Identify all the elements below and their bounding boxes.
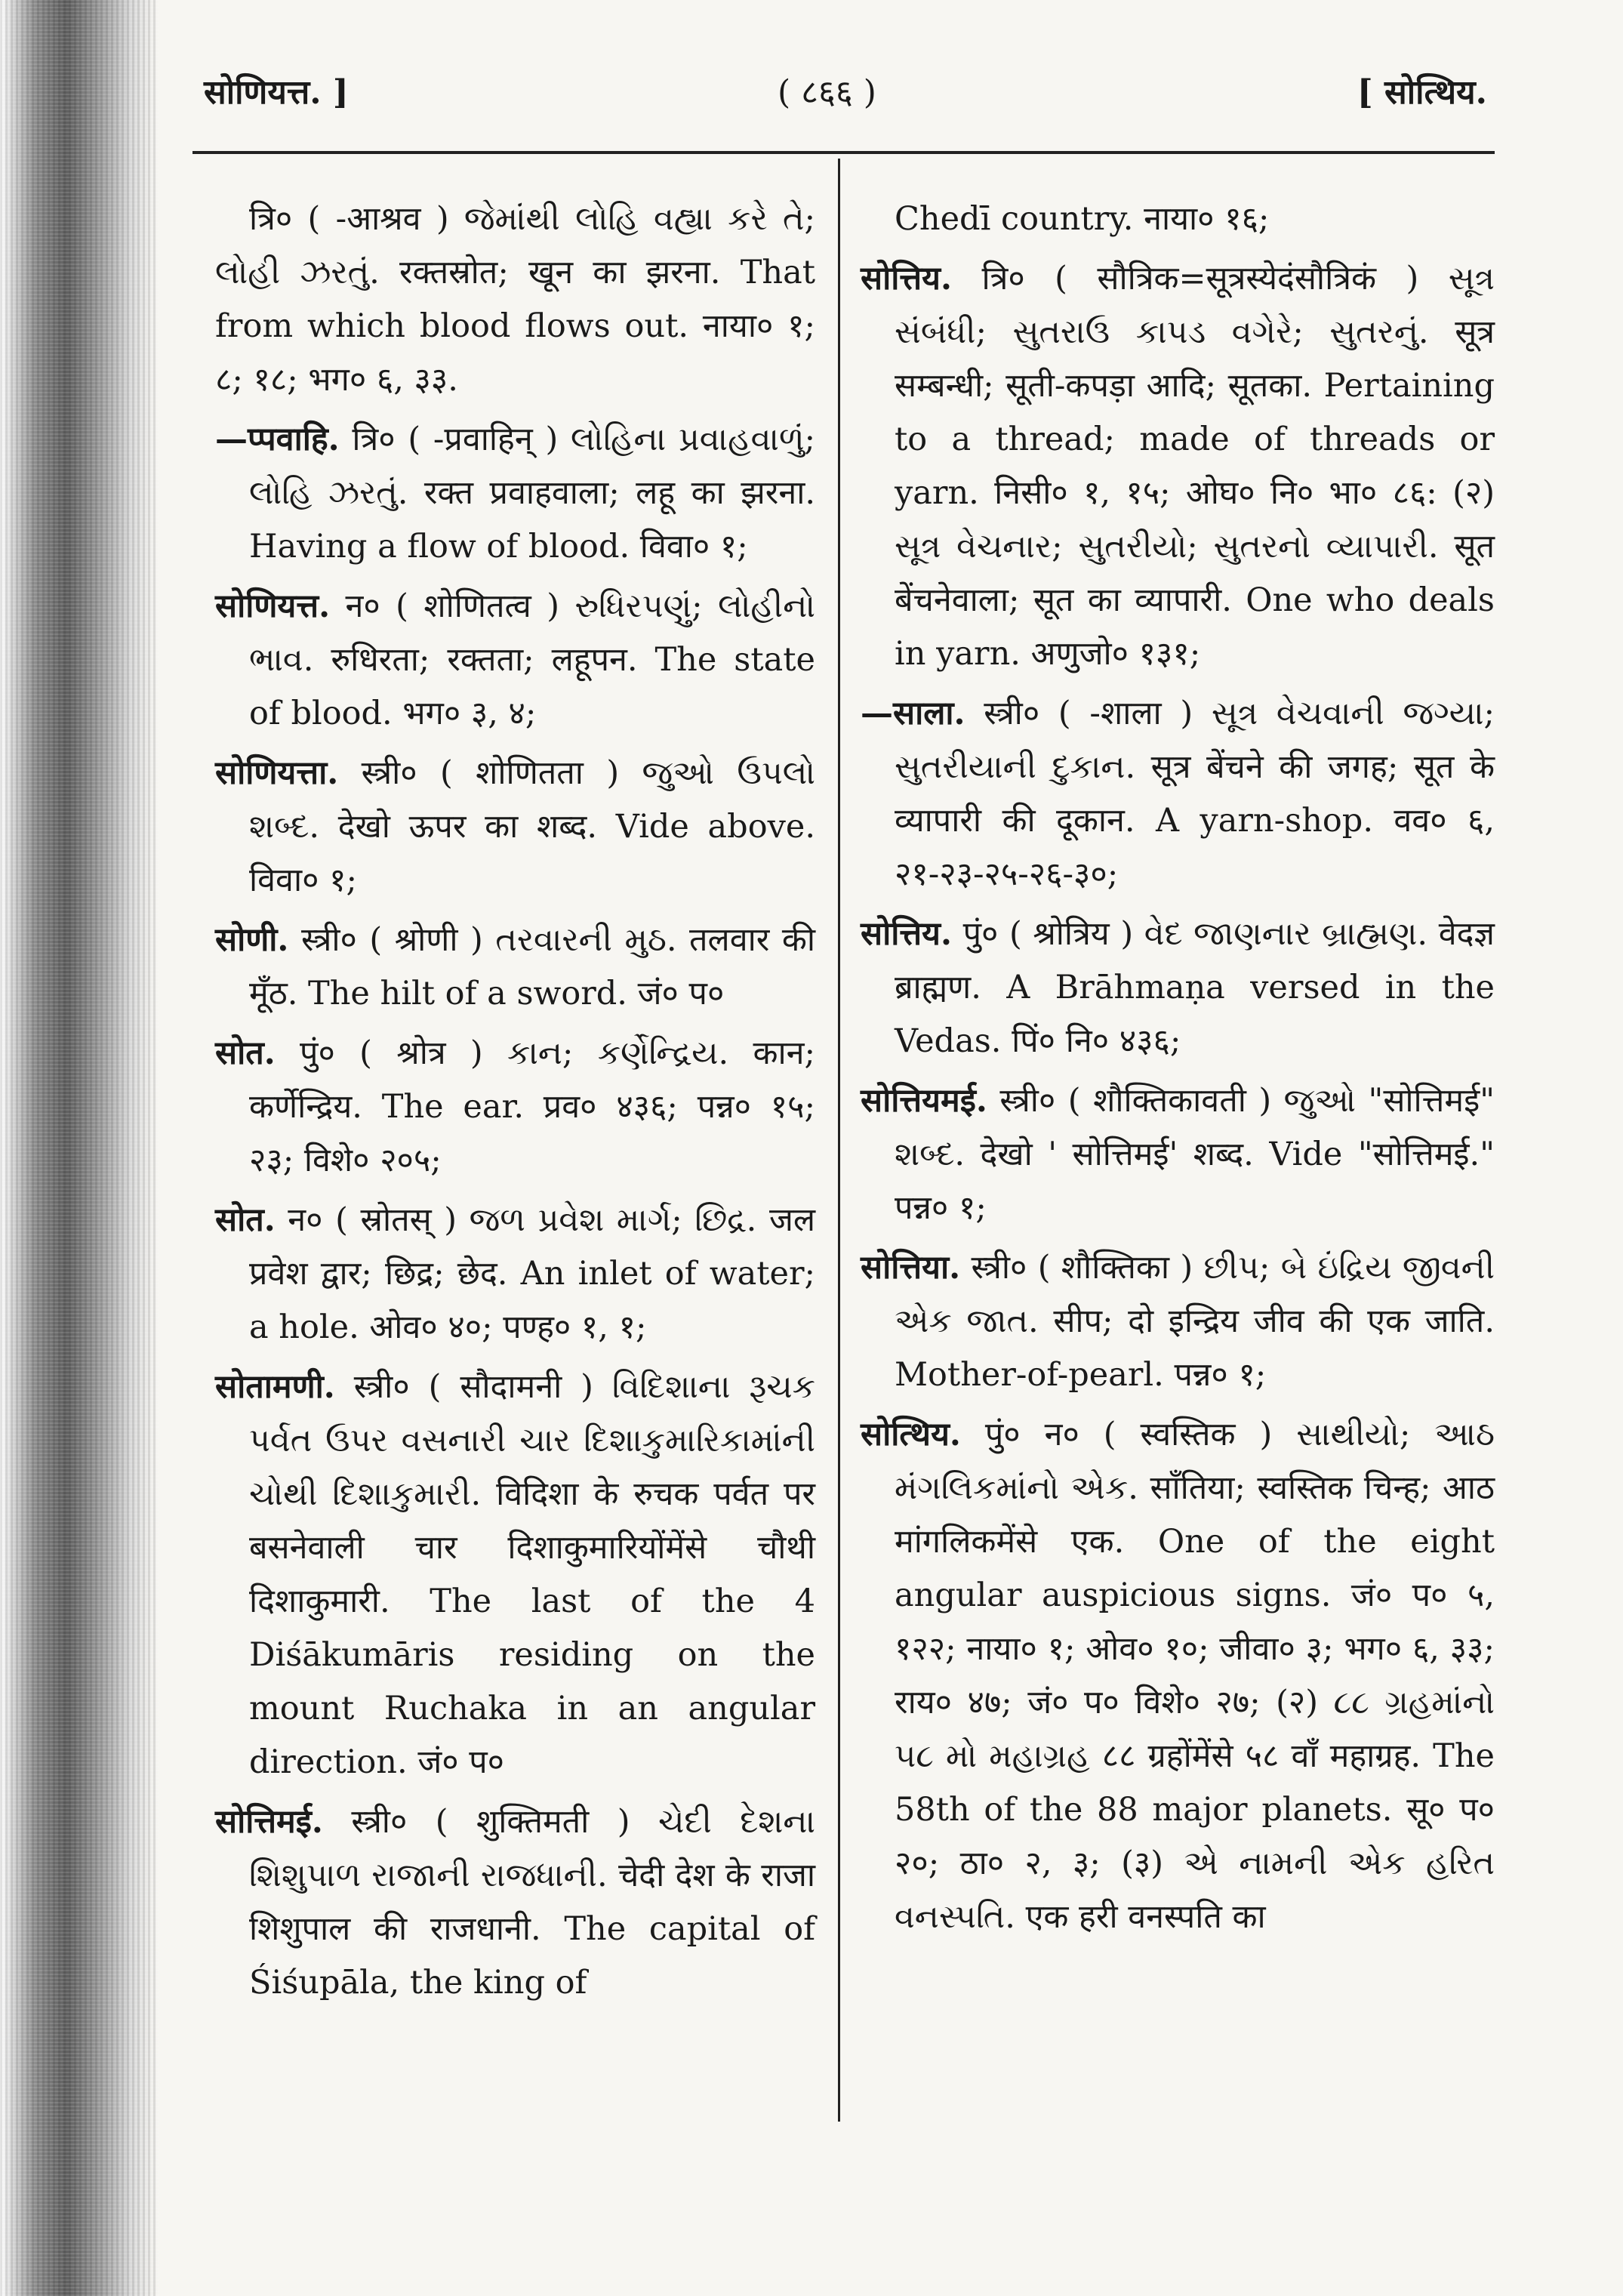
- entry-headword: —साला.: [861, 695, 965, 732]
- entry-body: पुं० ( श्रोत्रिय ) વેદ જાણનાર બ્રાહ્મણ. वेदज्ञ ब्राह्मण. A Brāhmaṇa versed in the Vedas. पिं० नि० ४३६;: [895, 915, 1495, 1060]
- entry-headword: सोत.: [215, 1201, 276, 1239]
- dictionary-entry: [215, 413, 815, 574]
- dictionary-entry-continuation: Chedī country. नाया० १६;: [895, 200, 1270, 238]
- dictionary-entry: [861, 252, 1495, 681]
- entry-body: न० ( शोणितत्व ) રુધિરપણું; લોહીનો ભાવ. रुधिरता; रक्तता; लहूपन. The state of blood. भग० ३, ४;: [249, 587, 816, 732]
- entry-body: स्त्री० ( श्रोणी ) તરવારની મુઠ. तलवार की मूँठ. The hilt of a sword. जं० प०: [249, 921, 816, 1012]
- dictionary-entry: [215, 914, 815, 1021]
- dictionary-entry: [861, 908, 1495, 1068]
- entry-headword: सोत्तिय.: [861, 260, 952, 297]
- entry-headword: सोत्तियमई.: [861, 1082, 987, 1120]
- dictionary-entry: [215, 580, 815, 741]
- scan-binding-shadow: [0, 0, 159, 2296]
- entry-headword: सोणियत्त.: [215, 587, 331, 625]
- dictionary-entry: [215, 1795, 815, 2010]
- header-left-guideword: सोणियत्त. ]: [204, 73, 349, 112]
- dictionary-entry: [861, 1241, 1495, 1402]
- entry-body: न० ( स्रोतस् ) જળ પ્રવેશ માર્ગ; છિદ્ર. जल प्रवेश द्वार; छिद्र; छेद. An inlet of water; a hole. ओव० ४०; पण्ह० १, १;: [249, 1201, 816, 1346]
- entry-headword: सोत्तिया.: [861, 1249, 961, 1287]
- dictionary-entry: [215, 747, 815, 908]
- entry-body: स्त्री० ( सौदामनी ) વિદિશાના રૂચક પર્વત ઉપર વસનારી ચાર દિશાકુમારિકામાંની ચોથી દિશાકુમારી. विदिशा के रुचक पर्वत पर बसनेवाली चार दिशाकुमारियोंमेंसे चौथी दिशाकुमारी. The last of the 4 Diśākumāris residing on the mount Ruchaka in an angular direction. जं० प०: [249, 1368, 815, 1781]
- entry-body: स्त्री० ( -शाला ) સૂત્ર વેચવાની જગ્યા; સુતરીયાની દુકાન. सूत्र बेंचने की जगह; सूत के व्यापारी की दूकान. A yarn-shop. वव० ६, २१-२३-२५-२६-३०;: [895, 695, 1495, 893]
- entry-headword: सोतामणी.: [215, 1368, 335, 1406]
- entry-body: स्त्री० ( शौक्तिका ) છીપ; બે ઇંદ્રિય જીવની એક જાત. सीप; दो इन्द्रिय जीव की एक जाति. Mother-of-pearl. पन्न० १;: [895, 1249, 1495, 1394]
- entry-headword: सोत्थिय.: [861, 1416, 961, 1453]
- dictionary-entry-continuation: त्रि० ( -आश्रव ) જેમાંથી લોહિ વહ્યા કરે તે; લોહી ઝરતું. रक्तस्रोत; खून का झरना. That from which blood flows out. नाया० १; ८; १८; भग० ६, ३३.: [215, 200, 815, 399]
- left-column: [215, 193, 815, 2016]
- entry-headword: —प्पवाहि.: [215, 421, 340, 458]
- dictionary-entry: [861, 687, 1495, 901]
- header-right-guideword: [ सोत्थिय.: [1357, 73, 1487, 112]
- dictionary-entry: [861, 1408, 1495, 1944]
- entry-body: स्त्री० ( शोणितता ) જુઓ ઉપલો શબ્દ. देखो ऊपर का शब्द. Vide above. विवा० १;: [249, 754, 815, 899]
- dictionary-entry: [215, 1194, 815, 1354]
- entry-body: त्रि० ( सौत्रिक=सूत्रस्येदंसौत्रिकं ) સૂત્ર સંબંધી; સુતરાઉ કાપડ વગેરે; સુતરનું. सूत्र सम्बन्धी; सूती-कपड़ा आदि; सूतका. Pertaining to a thread; made of threads or yarn. निसी० १, १५; ओघ० नि० भा० ८६: (२) સૂત્ર વેચનાર; સુતરીયો; સુતરનો વ્યાપારી. सूत बेंचनेवाला; सूत का व्यापारी. One who deals in yarn. अणुजो० १३१;: [895, 260, 1495, 673]
- right-column: [861, 193, 1495, 1950]
- dictionary-entry: [215, 1361, 815, 1789]
- dictionary-entry: [861, 1074, 1495, 1235]
- entry-headword: सोत्तिय.: [861, 915, 952, 953]
- entry-headword: सोत.: [215, 1034, 276, 1072]
- column-divider: [838, 159, 840, 2122]
- entry-body: त्रि० ( -प्रवाहिन् ) લોહિના પ્રવાહવાળું; લોહિ ઝરતું. रक्त प्रवाहवाला; लहू का झरना. Having a flow of blood. विवा० १;: [249, 421, 815, 566]
- entry-body: पुं० न० ( स्वस्तिक ) સાથીયો; આઠ મંગલિકમાંનો એક. साँतिया; स्वस्तिक चिन्ह; आठ मांगलिकमेंसे एक. One of the eight angular auspicious signs. जं० प० ५, १२२; नाया० १; ओव० १०; जीवा० ३; भग० ६, ३३; राय० ४७; जं० प० विशे० २७; (२) ૮૮ ગ્રહમાંનો ૫૮ મો મહાગ્રહ ८८ ग्रहोंमेंसे ५८ वाँ महाग्रह. The 58th of the 88 major planets. सू० प० २०; ठा० २, ३; (३) એ નામની એક હરિત વનસ્પતિ. एक हरी वनस्पति का: [895, 1416, 1495, 1936]
- entry-body: स्त्री० ( शौक्तिकावती ) જુઓ "सोत्तिमई" શબ્દ. देखो ' सोत्तिमई' शब्द. Vide "सोत्तिमई." पन्न० १;: [895, 1082, 1495, 1227]
- dictionary-entry: [215, 1027, 815, 1188]
- entry-headword: सोणियत्ता.: [215, 754, 339, 792]
- entry-body: पुं० ( श्रोत्र ) કાન; કર્ણેન્દ્રિય. कान; कर्णेन्द्रिय. The ear. प्रव० ४३६; पन्न० १५; २३; विशे० २०५;: [249, 1034, 816, 1179]
- header-rule: [192, 151, 1495, 154]
- page-number: ( ८६६ ): [778, 73, 876, 112]
- entry-headword: सोणी.: [215, 921, 289, 959]
- entry-headword: सोत्तिमई.: [215, 1803, 323, 1841]
- page-header: [204, 68, 1487, 128]
- entry-body: स्त्री० ( शुक्तिमती ) ચેદી દેશના શિશુપાળ રાજાની રાજધાની. चेदी देश के राजा शिशुपाल की राजधानी. The capital of Śiśupāla, the king of: [249, 1803, 815, 2002]
